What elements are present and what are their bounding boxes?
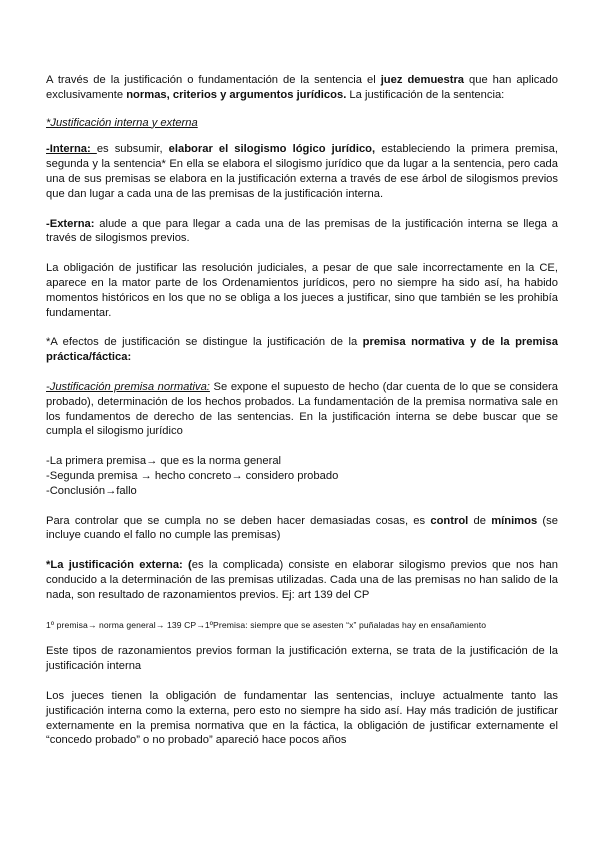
- normativa-text: Se expone el supuesto de hecho (dar cuenta de lo que se considera probado), determinación de los hechos probados. La fundamentación de la premisa normativa sale en los fundamentos de derecho de las sentencias. En la justificación interna se debe buscar que se cumpla el silogismo jurídico: [46, 380, 558, 438]
- interna-text: es subsumir,: [96, 143, 169, 156]
- interna-paragraph: [46, 142, 558, 201]
- efectos-paragraph: [46, 335, 558, 365]
- premisa-item: -Segunda premisa → hecho concreto→ considero probado: [46, 469, 339, 482]
- externa-text: alude a que para llegar a cada una de las premisas de la justificación interna se llega a través de silogismos previos.: [46, 217, 558, 245]
- premisa-item: -La primera premisa→ que es la norma general: [46, 455, 282, 468]
- obligacion-paragraph: La obligación de justificar las resolución judiciales, a pesar de que sale incorrectamente en la CE, aparece en la mator parte de los Ordenamientos jurídicos, pero no siempre ha sido así, ha habido momentos históricos en los que no se obliga a los jueces a justificar, sino que también se les prohibía fundamentar.: [46, 262, 558, 319]
- intro-bold-judge: juez demuestra: [380, 74, 465, 86]
- control-text-2: de: [468, 514, 492, 527]
- control-bold-2: mínimos: [491, 514, 538, 527]
- tipos-paragraph: Este tipos de razonamientos previos forman la justificación externa, se trata de la justificación de la justificación interna: [46, 645, 558, 673]
- intro-bold-norms: normas, criterios y argumentos jurídicos.: [126, 88, 347, 101]
- externa-label: -Externa:: [46, 217, 95, 230]
- premisa-item: -Conclusión→fallo: [46, 484, 137, 497]
- efectos-text: *A efectos de justificación se distingue la justificación de la: [46, 336, 363, 349]
- jueces-paragraph: Los jueces tienen la obligación de fundamentar las sentencias, incluye actualmente tanto las justificación interna como la externa, pero esto no siempre ha sido así. Hay más tradición de justificar externamente en la premisa normativa que en la fáctica, la obligación de justificar externamente el “concedo probado” o no probado” apareció hace pocos años: [46, 689, 558, 747]
- control-bold: control: [430, 514, 469, 527]
- interna-label: -Interna:: [46, 143, 97, 156]
- interna-text-2: estableciendo la primera premisa, segunda y la sentencia* En ella se elabora el silogismo jurídico que da lugar a la sentencia, pero cada una de sus premisas se elabora en la justificación externa a través de ese árbol de silogismos previos que dan lugar a cada una de las premisas de la justificación interna.: [46, 143, 558, 200]
- intro-text-2: que han aplicado exclusivamente: [46, 74, 558, 101]
- externa2-bold: *La justificación externa: (: [46, 559, 192, 572]
- normativa-paragraph: [46, 380, 558, 439]
- intro-paragraph: [46, 73, 558, 103]
- externa-paragraph: [46, 217, 558, 247]
- control-text: Para controlar que se cumpla no se deben hacer demasiadas cosas, es: [46, 514, 431, 527]
- efectos-bold: premisa normativa y de la premisa práctica/fáctica:: [46, 336, 558, 364]
- section-title: *Justificación interna y externa: [46, 116, 198, 129]
- externa2-paragraph: [46, 558, 558, 602]
- interna-bold: elaborar el silogismo lógico jurídico,: [168, 143, 376, 156]
- control-paragraph: [46, 514, 558, 544]
- premisas-list: [46, 454, 558, 498]
- normativa-label: -Justificación premisa normativa:: [46, 380, 210, 393]
- ejemplo-line: 1º premisa→ norma general→ 139 CP→1ºPremisa: siempre que se asesten “x” puñaladas hay en ensañamiento: [46, 619, 487, 630]
- intro-text-3: La justificación de la sentencia:: [346, 88, 505, 101]
- externa2-text: es la complicada) consiste en elaborar silogismo previos que nos han conducido a la determinación de las premisas utilizadas. Cada una de las premisas no han salido de la nada, son resultado de razonamientos previos. Ej: art 139 del CP: [46, 559, 559, 601]
- control-text-3: (se incluye cuando el fallo no cumple las premisas): [46, 514, 558, 542]
- document-body: [46, 73, 558, 748]
- intro-text: A través de la justificación o fundamentación de la sentencia el: [46, 74, 381, 86]
